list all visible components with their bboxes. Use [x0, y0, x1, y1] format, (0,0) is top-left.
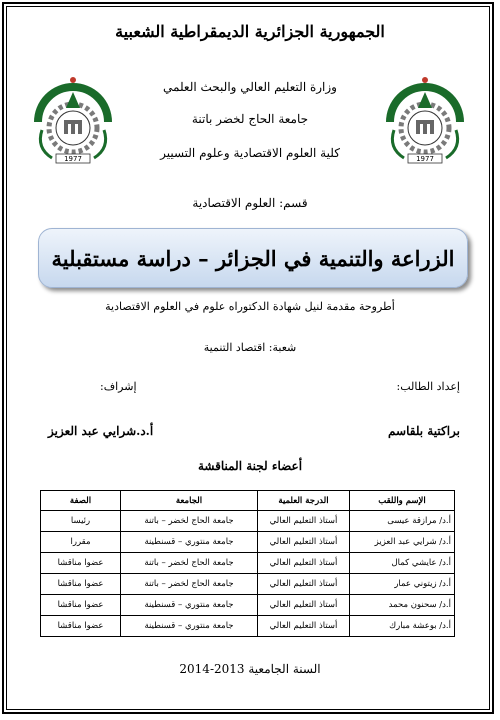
jury-university: جامعة الحاج لخضر – باتنة	[121, 511, 258, 532]
col-header-degree: الدرجة العلمية	[258, 491, 350, 511]
jury-role: عضوا مناقشا	[41, 553, 121, 574]
table-row	[41, 532, 455, 553]
department-line: قسم: العلوم الاقتصادية	[192, 196, 308, 210]
table-row	[41, 616, 455, 637]
jury-name: أ.د/ عايشي كمال	[350, 553, 455, 574]
jury-university: جامعة الحاج لخضر – باتنة	[121, 574, 258, 595]
table-row	[41, 511, 455, 532]
supervision-label: إشراف:	[100, 380, 137, 393]
jury-name: أ.د/ شرايي عبد العزيز	[350, 532, 455, 553]
thesis-title: الزراعة والتنمية في الجزائر – دراسة مستقبلية	[51, 245, 455, 271]
jury-degree: أستاذ التعليم العالي	[258, 553, 350, 574]
branch-line: شعبة: اقتصاد التنمية	[203, 341, 297, 354]
jury-name: أ.د/ مرازقة عيسى	[350, 511, 455, 532]
col-header-university: الجامعة	[121, 491, 258, 511]
jury-university: جامعة الحاج لخضر – باتنة	[121, 553, 258, 574]
jury-university: جامعة منتوري – قسنطينة	[121, 616, 258, 637]
jury-role: مقررا	[41, 532, 121, 553]
col-header-role: الصفة	[41, 491, 121, 511]
logo-year-label: 1977	[64, 155, 82, 163]
student-name: براكتية بلقاسم	[388, 424, 460, 438]
jury-role: رئيسا	[41, 511, 121, 532]
university-line: جامعة الحاج لخضر باتنة	[191, 112, 309, 126]
supervisor-name: أ.د.شرايي عبد العزيز	[48, 424, 154, 438]
table-row	[41, 574, 455, 595]
jury-name: أ.د/ بوعشة مبارك	[350, 616, 455, 637]
jury-degree: أستاذ التعليم العالي	[258, 532, 350, 553]
thesis-statement: أطروحة مقدمة لنيل شهادة الدكتوراه علوم في العلوم الاقتصادية	[105, 300, 395, 313]
prepared-by-label: إعداد الطالب:	[396, 380, 460, 393]
table-row	[41, 595, 455, 616]
jury-table	[40, 490, 455, 637]
ministry-line: وزارة التعليم العالي والبحث العلمي	[163, 80, 337, 94]
table-row	[41, 553, 455, 574]
academic-year: السنة الجامعية 2013-2014	[179, 662, 321, 676]
jury-university: جامعة منتوري – قسنطينة	[121, 595, 258, 616]
thesis-title-box	[38, 228, 468, 288]
jury-degree: أستاذ التعليم العالي	[258, 595, 350, 616]
jury-name: أ.د/ سحنون محمد	[350, 595, 455, 616]
col-header-name: الإسم واللقب	[350, 491, 455, 511]
jury-role: عضوا مناقشا	[41, 574, 121, 595]
jury-degree: أستاذ التعليم العالي	[258, 616, 350, 637]
logo-year-label: 1977	[416, 155, 434, 163]
jury-header-row	[41, 491, 455, 511]
jury-name: أ.د/ زيتوني عمار	[350, 574, 455, 595]
republic-heading: الجمهورية الجزائرية الديمقراطية الشعبية	[115, 22, 385, 41]
jury-role: عضوا مناقشا	[41, 616, 121, 637]
jury-university: جامعة منتوري – قسنطينة	[121, 532, 258, 553]
faculty-line: كلية العلوم الاقتصادية وعلوم التسيير	[160, 146, 340, 160]
committee-heading: أعضاء لجنة المناقشة	[197, 459, 303, 473]
jury-degree: أستاذ التعليم العالي	[258, 574, 350, 595]
jury-role: عضوا مناقشا	[41, 595, 121, 616]
jury-degree: أستاذ التعليم العالي	[258, 511, 350, 532]
